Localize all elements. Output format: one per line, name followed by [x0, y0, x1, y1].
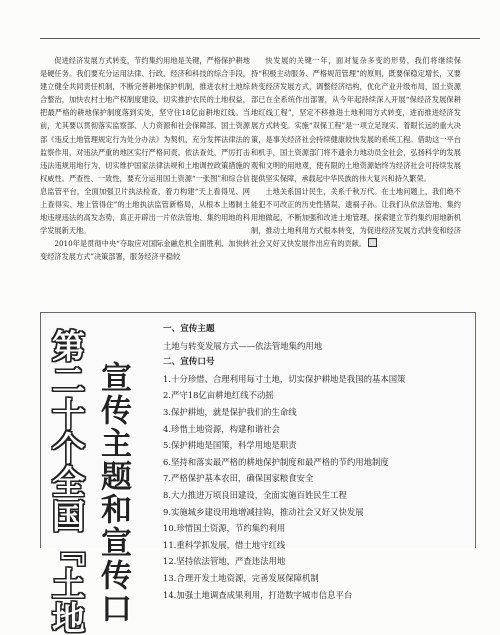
slogan-item: 13.合理开发土地资源，完善发展保障机制	[163, 572, 319, 583]
campaign-sidebar	[41, 313, 152, 635]
end-mark-icon	[368, 238, 377, 247]
slogan-item: 6.坚持和落实最严格的耕地保护制度和最严格的节约用地制度	[163, 456, 389, 467]
article-left-column	[40, 54, 250, 264]
slogan-item: 2.严守18亿亩耕地红线不动摇	[163, 390, 274, 401]
slogan-item: 5.保护耕地是国策，科学用地是职责	[163, 440, 297, 451]
article-paragraph: 促进经济发展方式转变，节约集约用地是关键，严格保护耕地是硬任务。我们要充分运用法律、行政、经济和科技的综合手段，建立健全共同责任机制，不断完善耕地保护机制，推进农村土地综合整治，加快农村土地产权制度建设，切实推护农民的土地权益，把最严格的耕地保护制度落到实处，坚守住18亿亩耕地红线。当前，尤其要以贯彻落实监察部、人力资源和社会保障部、国土资源部《违反土地管理规定行为处分办法》为契机，充分发挥法律法的监察作用，对违法严重的地区实行严格问责。依法查处，严厉打击违法违规用地行为，切实维护国家法律法规和土地调控政策措施的权威性。严查性、一致性，要充分运用国土资源“一张图”和综合信息监管平台，全面加强卫片执法检查，着力构建“天上看得见、网上查得实、地上管得住”的土地执法监管新格局，从根本上遏制土地违规违法的高发态势，真正开辟出一片依法管地、集约用地的科学发展新天地。	[40, 56, 250, 236]
slogan-item: 12.坚持依法管地，严查违法用地	[163, 556, 286, 567]
campaign-box	[40, 312, 476, 635]
sidebar-title-outline: 宣传主题和宣传口	[95, 361, 131, 625]
slogan-item: 9.实施城乡建设用地增减挂钩，推动社会又好又快发展	[163, 506, 364, 517]
article-paragraph-text: 土地关系国计民生，关系千秋万代。在土地问题上，我们绝不能犯不可改正的历史性错误，遗祸子孙。让我们从依法管地、集约用地做起，不断加强和改进土地管理，探索建立节约集约用地新机制，推动土地利用方式根本转变，为促进经济发展方式转变和经济社会又好又快发展作出应有的贡献。	[251, 186, 461, 249]
theme-body: 土地与转变发展方式——依法管地集约用地	[163, 340, 323, 351]
slogans-heading: 二、宣传口号	[163, 357, 215, 368]
article-paragraph: 2010年是贯彻中央“夺取应对国际金融危机全面胜利、加快转变经济发展方式”决策部署，服务经济平稳较	[40, 239, 250, 262]
slogan-item: 1.十分珍惜、合理利用每寸土地，切实保护耕地是我国的基本国策	[163, 373, 406, 384]
slogan-item: 3.保护耕地，就是保护我们的生命线	[163, 406, 297, 417]
article-paragraph-closing	[251, 185, 461, 250]
theme-heading: 一、宣传主题	[163, 324, 215, 334]
article-right-column	[251, 54, 461, 250]
slogan-item: 10.珍惜国土资源，节约集约利用	[163, 523, 286, 534]
slogan-item: 7.严格保护基本农田，确保国家粮食安全	[163, 473, 314, 484]
slogan-item: 8.大力推进万顷良田建设，全面实施百姓民生工程	[163, 489, 347, 500]
article-paragraph: 快发展的关键一年，面对复杂多变的形势，我们将继续保持“积极主动服务、严格规范管理”的原则，既要保稳定增长，又要转变经济发展方式，调整经济结构，优化产业升级布局，国土资源部已在全系统作出部署，从今年起持续深入开展“保经济发展保耕地红线工程”，坚定不移推进土地利用方式转变，进而推进经济发展方式转变。实施“双保工程”是一项立足现实、着眼长远的重大决策，是事关经济社会持续健康较快发展的系统工程。借助这一平台和机手，国土资源部门将不遗余力地动员全社会，弘扬科学的发展观和文明的用地观，使有限的土地资源始终为经济社会可持续发展提供坚实保障，承载起中华民族的伟大复兴和持久繁荣。	[251, 56, 461, 183]
slogan-item: 14.加强土地调查成果利用，打造数字城市信息平台	[163, 589, 353, 600]
sidebar-title-dark: 第二十个全国『土地	[47, 329, 86, 635]
slogan-item: 4.珍惜土地资源，构建和谐社会	[163, 423, 280, 434]
slogan-item: 11.重科学抓发展，惜土地守红线	[163, 539, 286, 550]
campaign-content	[163, 321, 468, 603]
top-rule	[40, 38, 480, 39]
